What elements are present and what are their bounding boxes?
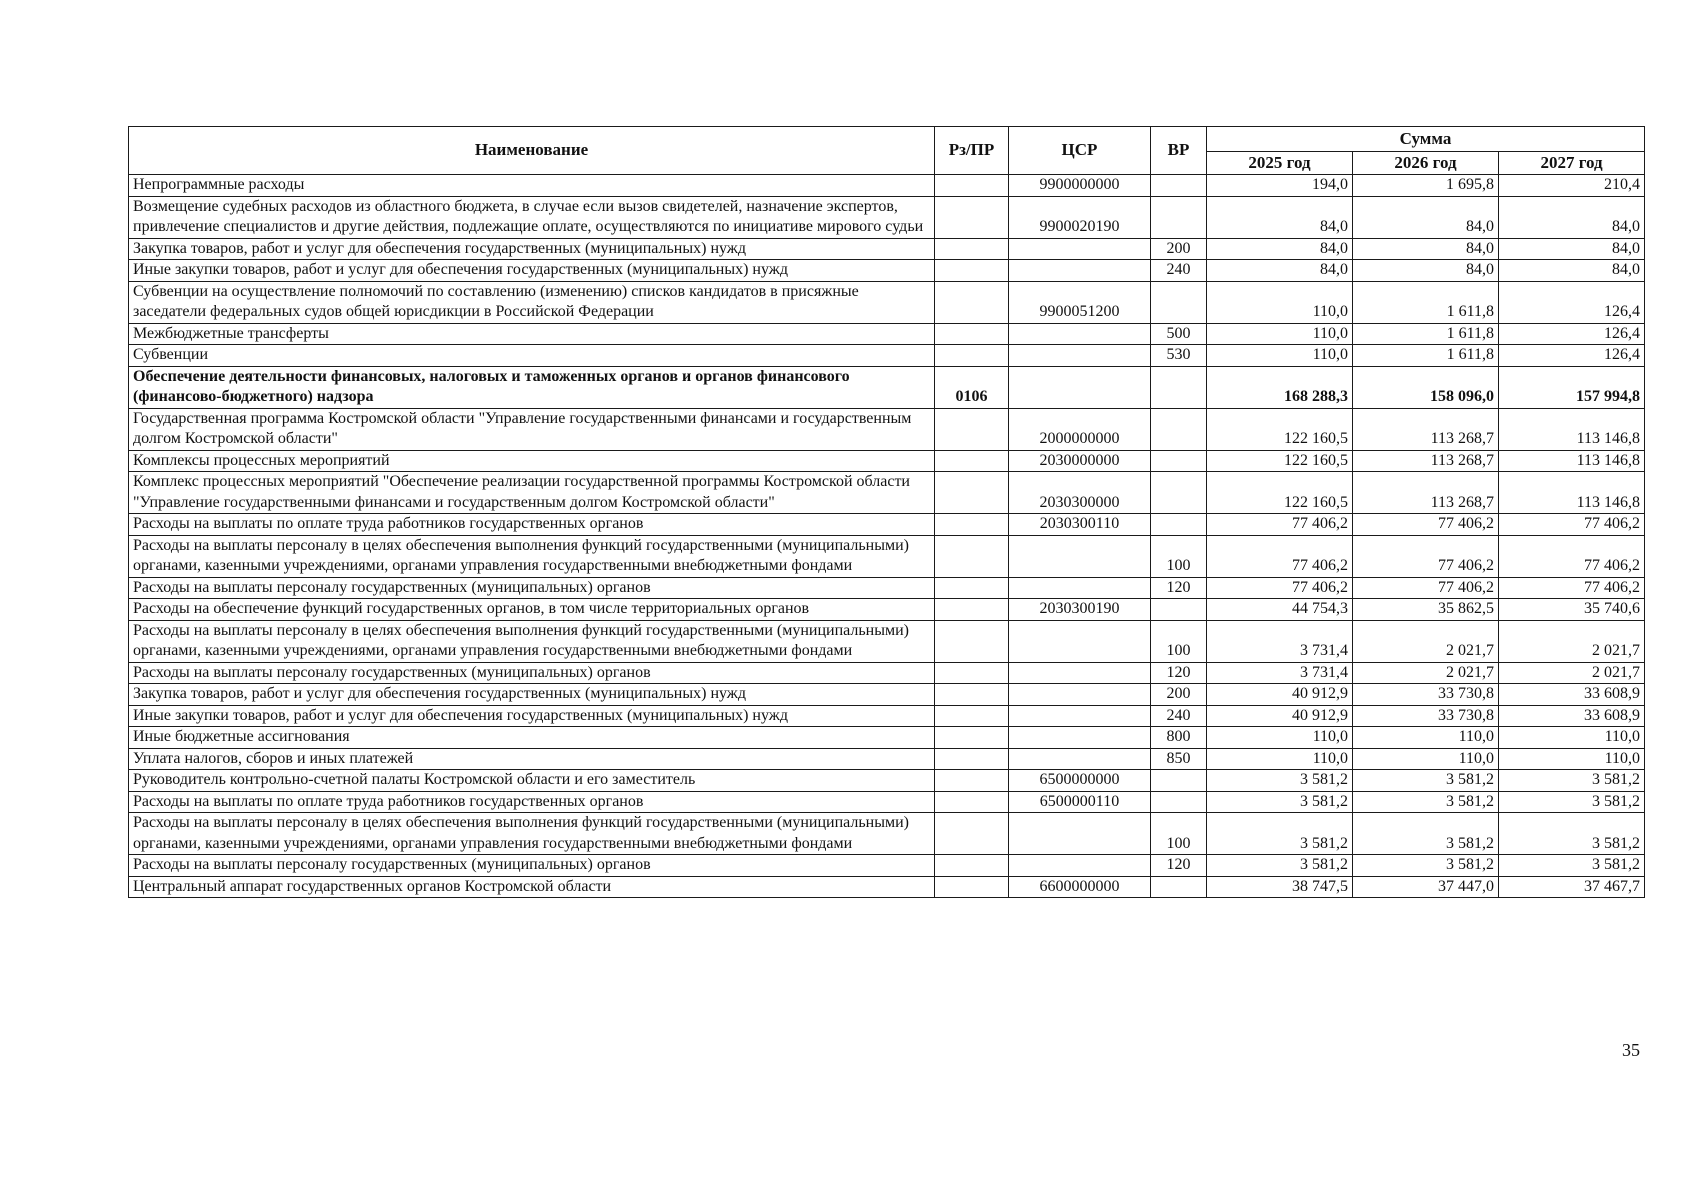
- cell-csr: [1009, 238, 1151, 260]
- cell-vr: [1151, 514, 1207, 536]
- cell-vr: [1151, 175, 1207, 197]
- cell-2026: 110,0: [1353, 727, 1499, 749]
- cell-rzpr: [935, 813, 1009, 855]
- cell-2027: 84,0: [1499, 196, 1645, 238]
- table-row: [129, 196, 1645, 238]
- cell-vr: 100: [1151, 620, 1207, 662]
- cell-2026: 33 730,8: [1353, 705, 1499, 727]
- table-row: [129, 620, 1645, 662]
- cell-2025: 40 912,9: [1207, 705, 1353, 727]
- cell-2025: 84,0: [1207, 260, 1353, 282]
- table-row: [129, 577, 1645, 599]
- cell-csr: [1009, 727, 1151, 749]
- cell-csr: 2030000000: [1009, 450, 1151, 472]
- table-body: [129, 175, 1645, 898]
- cell-name: Возмещение судебных расходов из областного бюджета, в случае если вызов свидетелей, назначение экспертов, привлечение специалистов и другие действия, подлежащие оплате, осуществляются по инициативе мирового судьи: [129, 196, 935, 238]
- cell-2026: 158 096,0: [1353, 366, 1499, 408]
- cell-2026: 1 611,8: [1353, 281, 1499, 323]
- table-row: [129, 345, 1645, 367]
- cell-rzpr: [935, 876, 1009, 898]
- cell-2025: 3 731,4: [1207, 662, 1353, 684]
- cell-2026: 110,0: [1353, 748, 1499, 770]
- cell-2027: 77 406,2: [1499, 577, 1645, 599]
- cell-rzpr: 0106: [935, 366, 1009, 408]
- cell-csr: [1009, 577, 1151, 599]
- cell-rzpr: [935, 514, 1009, 536]
- cell-2027: 3 581,2: [1499, 813, 1645, 855]
- cell-rzpr: [935, 599, 1009, 621]
- cell-2027: 37 467,7: [1499, 876, 1645, 898]
- cell-2026: 84,0: [1353, 260, 1499, 282]
- cell-csr: [1009, 366, 1151, 408]
- cell-2026: 77 406,2: [1353, 577, 1499, 599]
- cell-2025: 168 288,3: [1207, 366, 1353, 408]
- table-row: [129, 514, 1645, 536]
- table-row: [129, 748, 1645, 770]
- cell-csr: 9900020190: [1009, 196, 1151, 238]
- col-header-2025: 2025 год: [1207, 152, 1353, 175]
- cell-csr: 2000000000: [1009, 408, 1151, 450]
- cell-2027: 2 021,7: [1499, 620, 1645, 662]
- cell-2027: 35 740,6: [1499, 599, 1645, 621]
- cell-vr: 240: [1151, 260, 1207, 282]
- cell-rzpr: [935, 620, 1009, 662]
- cell-rzpr: [935, 238, 1009, 260]
- cell-2026: 113 268,7: [1353, 472, 1499, 514]
- cell-2027: 113 146,8: [1499, 472, 1645, 514]
- cell-2025: 84,0: [1207, 238, 1353, 260]
- cell-rzpr: [935, 684, 1009, 706]
- cell-2025: 3 731,4: [1207, 620, 1353, 662]
- cell-rzpr: [935, 472, 1009, 514]
- cell-2025: 110,0: [1207, 323, 1353, 345]
- cell-csr: [1009, 855, 1151, 877]
- cell-vr: 200: [1151, 238, 1207, 260]
- cell-name: Расходы на обеспечение функций государственных органов, в том числе территориальных органов: [129, 599, 935, 621]
- cell-2027: 3 581,2: [1499, 791, 1645, 813]
- cell-vr: 240: [1151, 705, 1207, 727]
- cell-csr: 6500000000: [1009, 770, 1151, 792]
- cell-2025: 122 160,5: [1207, 472, 1353, 514]
- cell-2026: 3 581,2: [1353, 770, 1499, 792]
- cell-csr: [1009, 684, 1151, 706]
- cell-name: Расходы на выплаты по оплате труда работников государственных органов: [129, 791, 935, 813]
- cell-csr: 9900000000: [1009, 175, 1151, 197]
- cell-2027: 33 608,9: [1499, 705, 1645, 727]
- cell-csr: 9900051200: [1009, 281, 1151, 323]
- table-row: [129, 260, 1645, 282]
- cell-2027: 77 406,2: [1499, 514, 1645, 536]
- cell-2027: 3 581,2: [1499, 770, 1645, 792]
- cell-name: Иные бюджетные ассигнования: [129, 727, 935, 749]
- cell-name: Расходы на выплаты персоналу в целях обеспечения выполнения функций государственными (муниципальными) органами, казенными учреждениями, органами управления государственными внебюджетными фондами: [129, 813, 935, 855]
- table-row: [129, 662, 1645, 684]
- cell-2025: 3 581,2: [1207, 770, 1353, 792]
- cell-rzpr: [935, 748, 1009, 770]
- budget-table: [128, 126, 1645, 898]
- table-row: [129, 727, 1645, 749]
- cell-csr: [1009, 535, 1151, 577]
- cell-2026: 3 581,2: [1353, 813, 1499, 855]
- col-header-2027: 2027 год: [1499, 152, 1645, 175]
- cell-2027: 77 406,2: [1499, 535, 1645, 577]
- cell-name: Закупка товаров, работ и услуг для обеспечения государственных (муниципальных) нужд: [129, 684, 935, 706]
- cell-vr: [1151, 196, 1207, 238]
- cell-name: Расходы на выплаты персоналу государственных (муниципальных) органов: [129, 662, 935, 684]
- table-row: [129, 813, 1645, 855]
- cell-2026: 113 268,7: [1353, 408, 1499, 450]
- cell-2026: 37 447,0: [1353, 876, 1499, 898]
- cell-name: Расходы на выплаты персоналу государственных (муниципальных) органов: [129, 577, 935, 599]
- table-row: [129, 535, 1645, 577]
- table-row: [129, 366, 1645, 408]
- cell-2027: 113 146,8: [1499, 450, 1645, 472]
- cell-name: Иные закупки товаров, работ и услуг для обеспечения государственных (муниципальных) нужд: [129, 705, 935, 727]
- cell-2025: 110,0: [1207, 281, 1353, 323]
- cell-rzpr: [935, 727, 1009, 749]
- cell-2027: 157 994,8: [1499, 366, 1645, 408]
- cell-csr: 6500000110: [1009, 791, 1151, 813]
- cell-vr: 100: [1151, 813, 1207, 855]
- cell-2026: 84,0: [1353, 238, 1499, 260]
- cell-csr: 2030300000: [1009, 472, 1151, 514]
- table-row: [129, 855, 1645, 877]
- cell-2025: 110,0: [1207, 748, 1353, 770]
- cell-rzpr: [935, 281, 1009, 323]
- cell-2027: 126,4: [1499, 345, 1645, 367]
- cell-2026: 35 862,5: [1353, 599, 1499, 621]
- cell-2027: 113 146,8: [1499, 408, 1645, 450]
- cell-csr: [1009, 620, 1151, 662]
- cell-rzpr: [935, 535, 1009, 577]
- cell-name: Расходы на выплаты персоналу государственных (муниципальных) органов: [129, 855, 935, 877]
- cell-2025: 3 581,2: [1207, 791, 1353, 813]
- cell-csr: [1009, 748, 1151, 770]
- cell-2026: 113 268,7: [1353, 450, 1499, 472]
- cell-2025: 122 160,5: [1207, 450, 1353, 472]
- table-row: [129, 408, 1645, 450]
- table-row: [129, 323, 1645, 345]
- cell-name: Непрограммные расходы: [129, 175, 935, 197]
- cell-2027: 84,0: [1499, 238, 1645, 260]
- cell-name: Расходы на выплаты персоналу в целях обеспечения выполнения функций государственными (муниципальными) органами, казенными учреждениями, органами управления государственными внебюджетными фондами: [129, 620, 935, 662]
- cell-2027: 33 608,9: [1499, 684, 1645, 706]
- cell-2025: 77 406,2: [1207, 535, 1353, 577]
- cell-2026: 1 611,8: [1353, 345, 1499, 367]
- table-row: [129, 450, 1645, 472]
- col-header-name: Наименование: [129, 127, 935, 175]
- cell-2026: 2 021,7: [1353, 620, 1499, 662]
- cell-2025: 40 912,9: [1207, 684, 1353, 706]
- cell-vr: 500: [1151, 323, 1207, 345]
- table-row: [129, 791, 1645, 813]
- cell-vr: [1151, 791, 1207, 813]
- cell-2025: 44 754,3: [1207, 599, 1353, 621]
- cell-rzpr: [935, 705, 1009, 727]
- cell-rzpr: [935, 408, 1009, 450]
- cell-vr: [1151, 281, 1207, 323]
- cell-name: Субвенции: [129, 345, 935, 367]
- cell-vr: 530: [1151, 345, 1207, 367]
- cell-rzpr: [935, 196, 1009, 238]
- cell-2025: 110,0: [1207, 345, 1353, 367]
- cell-2025: 77 406,2: [1207, 577, 1353, 599]
- cell-2026: 84,0: [1353, 196, 1499, 238]
- cell-name: Центральный аппарат государственных органов Костромской области: [129, 876, 935, 898]
- cell-name: Руководитель контрольно-счетной палаты Костромской области и его заместитель: [129, 770, 935, 792]
- table-row: [129, 472, 1645, 514]
- cell-rzpr: [935, 323, 1009, 345]
- table-row: [129, 599, 1645, 621]
- cell-vr: 120: [1151, 577, 1207, 599]
- cell-name: Субвенции на осуществление полномочий по составлению (изменению) списков кандидатов в присяжные заседатели федеральных судов общей юрисдикции в Российской Федерации: [129, 281, 935, 323]
- page-number: 35: [1622, 1040, 1640, 1060]
- cell-rzpr: [935, 345, 1009, 367]
- cell-vr: 120: [1151, 855, 1207, 877]
- cell-2027: 126,4: [1499, 323, 1645, 345]
- cell-2026: 33 730,8: [1353, 684, 1499, 706]
- cell-csr: [1009, 345, 1151, 367]
- cell-name: Уплата налогов, сборов и иных платежей: [129, 748, 935, 770]
- cell-vr: [1151, 876, 1207, 898]
- cell-2025: 3 581,2: [1207, 813, 1353, 855]
- cell-vr: 850: [1151, 748, 1207, 770]
- cell-2025: 84,0: [1207, 196, 1353, 238]
- cell-name: Расходы на выплаты по оплате труда работников государственных органов: [129, 514, 935, 536]
- cell-rzpr: [935, 260, 1009, 282]
- cell-rzpr: [935, 662, 1009, 684]
- cell-2026: 77 406,2: [1353, 535, 1499, 577]
- cell-2025: 38 747,5: [1207, 876, 1353, 898]
- cell-rzpr: [935, 577, 1009, 599]
- cell-name: Комплексы процессных мероприятий: [129, 450, 935, 472]
- cell-2027: 2 021,7: [1499, 662, 1645, 684]
- cell-csr: [1009, 323, 1151, 345]
- table-row: [129, 876, 1645, 898]
- cell-csr: [1009, 260, 1151, 282]
- cell-vr: [1151, 472, 1207, 514]
- col-header-2026: 2026 год: [1353, 152, 1499, 175]
- cell-name: Иные закупки товаров, работ и услуг для обеспечения государственных (муниципальных) нужд: [129, 260, 935, 282]
- cell-2027: 110,0: [1499, 748, 1645, 770]
- cell-csr: [1009, 705, 1151, 727]
- cell-2025: 122 160,5: [1207, 408, 1353, 450]
- cell-csr: 6600000000: [1009, 876, 1151, 898]
- cell-2027: 110,0: [1499, 727, 1645, 749]
- cell-name: Межбюджетные трансферты: [129, 323, 935, 345]
- table-row: [129, 175, 1645, 197]
- cell-name: Расходы на выплаты персоналу в целях обеспечения выполнения функций государственными (муниципальными) органами, казенными учреждениями, органами управления государственными внебюджетными фондами: [129, 535, 935, 577]
- cell-csr: [1009, 662, 1151, 684]
- cell-csr: 2030300190: [1009, 599, 1151, 621]
- col-header-csr: ЦСР: [1009, 127, 1151, 175]
- cell-csr: [1009, 813, 1151, 855]
- cell-2027: 3 581,2: [1499, 855, 1645, 877]
- cell-vr: [1151, 770, 1207, 792]
- cell-rzpr: [935, 450, 1009, 472]
- cell-vr: 100: [1151, 535, 1207, 577]
- cell-rzpr: [935, 175, 1009, 197]
- cell-2026: 77 406,2: [1353, 514, 1499, 536]
- cell-name: Обеспечение деятельности финансовых, налоговых и таможенных органов и органов финансового (финансово-бюджетного) надзора: [129, 366, 935, 408]
- table-row: [129, 770, 1645, 792]
- cell-rzpr: [935, 855, 1009, 877]
- cell-2026: 3 581,2: [1353, 855, 1499, 877]
- cell-vr: [1151, 599, 1207, 621]
- cell-vr: 200: [1151, 684, 1207, 706]
- header-row: [129, 127, 1645, 152]
- cell-2026: 1 611,8: [1353, 323, 1499, 345]
- cell-name: Закупка товаров, работ и услуг для обеспечения государственных (муниципальных) нужд: [129, 238, 935, 260]
- cell-2027: 126,4: [1499, 281, 1645, 323]
- cell-vr: 800: [1151, 727, 1207, 749]
- table-row: [129, 238, 1645, 260]
- cell-name: Государственная программа Костромской области "Управление государственными финансами и государственным долгом Костромской области": [129, 408, 935, 450]
- cell-vr: [1151, 366, 1207, 408]
- cell-2027: 210,4: [1499, 175, 1645, 197]
- cell-vr: 120: [1151, 662, 1207, 684]
- cell-2026: 2 021,7: [1353, 662, 1499, 684]
- table-row: [129, 705, 1645, 727]
- cell-2025: 194,0: [1207, 175, 1353, 197]
- col-header-rzpr: Рз/ПР: [935, 127, 1009, 175]
- cell-2025: 110,0: [1207, 727, 1353, 749]
- cell-vr: [1151, 408, 1207, 450]
- cell-2026: 3 581,2: [1353, 791, 1499, 813]
- cell-2025: 3 581,2: [1207, 855, 1353, 877]
- cell-name: Комплекс процессных мероприятий "Обеспечение реализации государственной программы Костромской области "Управление государственными финансами и государственным долгом Костромской области": [129, 472, 935, 514]
- table-row: [129, 684, 1645, 706]
- cell-vr: [1151, 450, 1207, 472]
- col-header-vr: ВР: [1151, 127, 1207, 175]
- cell-rzpr: [935, 791, 1009, 813]
- cell-rzpr: [935, 770, 1009, 792]
- cell-2026: 1 695,8: [1353, 175, 1499, 197]
- cell-csr: 2030300110: [1009, 514, 1151, 536]
- cell-2027: 84,0: [1499, 260, 1645, 282]
- col-header-sum: Сумма: [1207, 127, 1645, 152]
- cell-2025: 77 406,2: [1207, 514, 1353, 536]
- table-row: [129, 281, 1645, 323]
